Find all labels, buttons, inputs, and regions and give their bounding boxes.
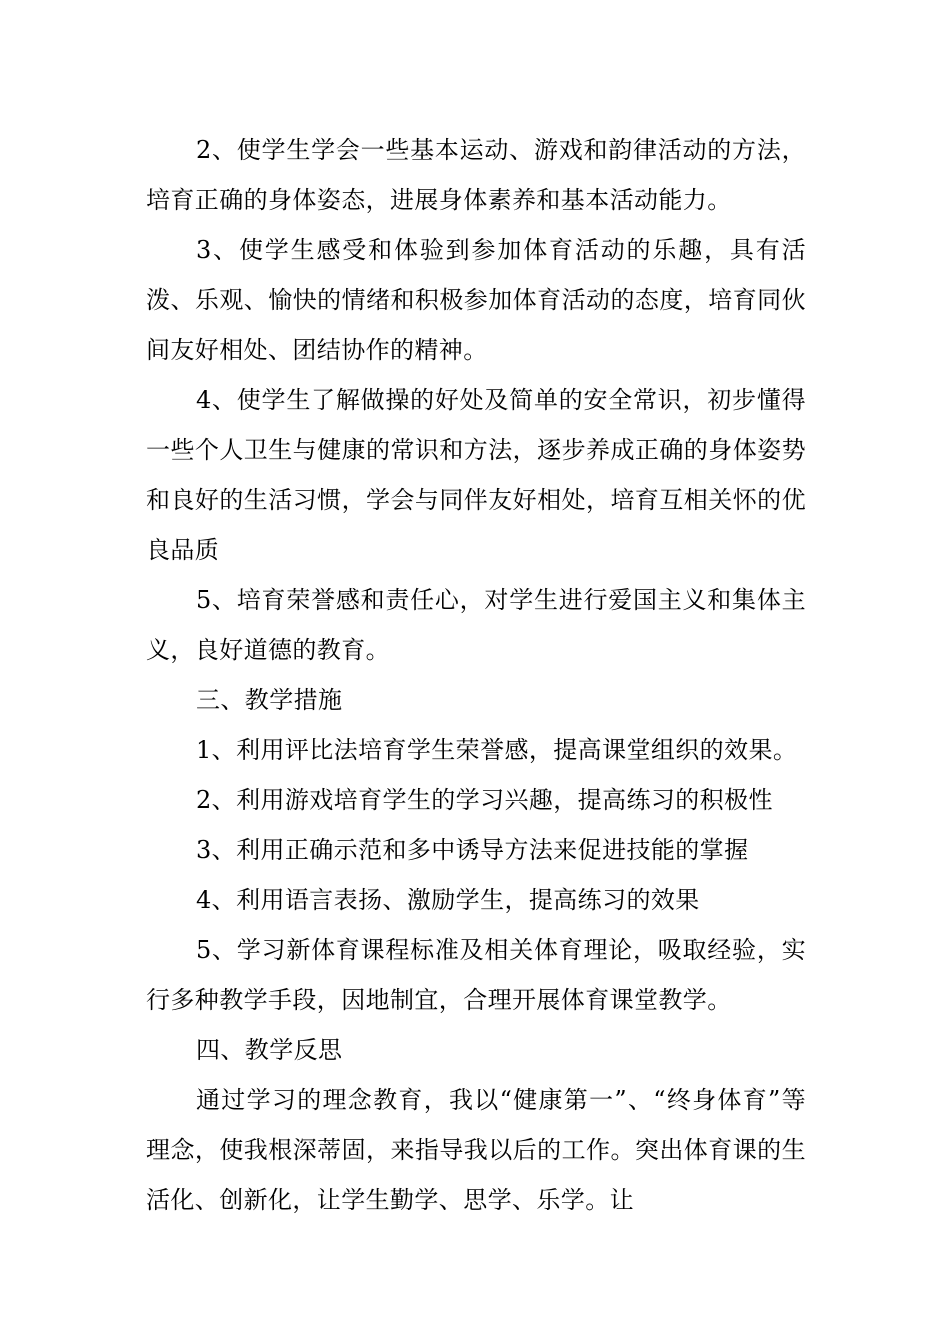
section-heading-teaching-measures: 三、教学措施 [196,686,343,714]
paragraph-measure-3: 3、利用正确示范和多中诱导方法来促进技能的掌握 [196,836,749,864]
paragraph-goal-3: 3、使学生感受和体验到参加体育活动的乐趣，具有活泼、乐观、愉快的情绪和积极参加体育活动的态度，培育同伙间友好相处、团结协作的精神。 [146,236,806,364]
paragraph-goal-2: 2、使学生学会一些基本运动、游戏和韵律活动的方法，培育正确的身体姿态，进展身体素养和基本活动能力。 [146,136,806,214]
paragraph-measure-5: 5、学习新体育课程标准及相关体育理论，吸取经验，实行多种教学手段，因地制宜，合理开展体育课堂教学。 [146,936,806,1014]
paragraph-reflection: 通过学习的理念教育，我以“健康第一”、“终身体育”等理念，使我根深蒂固，来指导我以后的工作。突出体育课的生活化、创新化，让学生勤学、思学、乐学。让 [146,1086,806,1214]
paragraph-goal-4: 4、使学生了解做操的好处及简单的安全常识，初步懂得一些个人卫生与健康的常识和方法，逐步养成正确的身体姿势和良好的生活习惯，学会与同伴友好相处，培育互相关怀的优良品质 [146,386,806,564]
document-page [146,125,806,1225]
section-heading-teaching-reflection: 四、教学反思 [196,1036,343,1064]
paragraph-measure-1: 1、利用评比法培育学生荣誉感，提高课堂组织的效果。 [196,736,798,764]
paragraph-measure-2: 2、利用游戏培育学生的学习兴趣，提高练习的积极性 [196,786,773,814]
paragraph-goal-5: 5、培育荣誉感和责任心，对学生进行爱国主义和集体主义，良好道德的教育。 [146,586,806,664]
paragraph-measure-4: 4、利用语言表扬、激励学生，提高练习的效果 [196,886,700,914]
